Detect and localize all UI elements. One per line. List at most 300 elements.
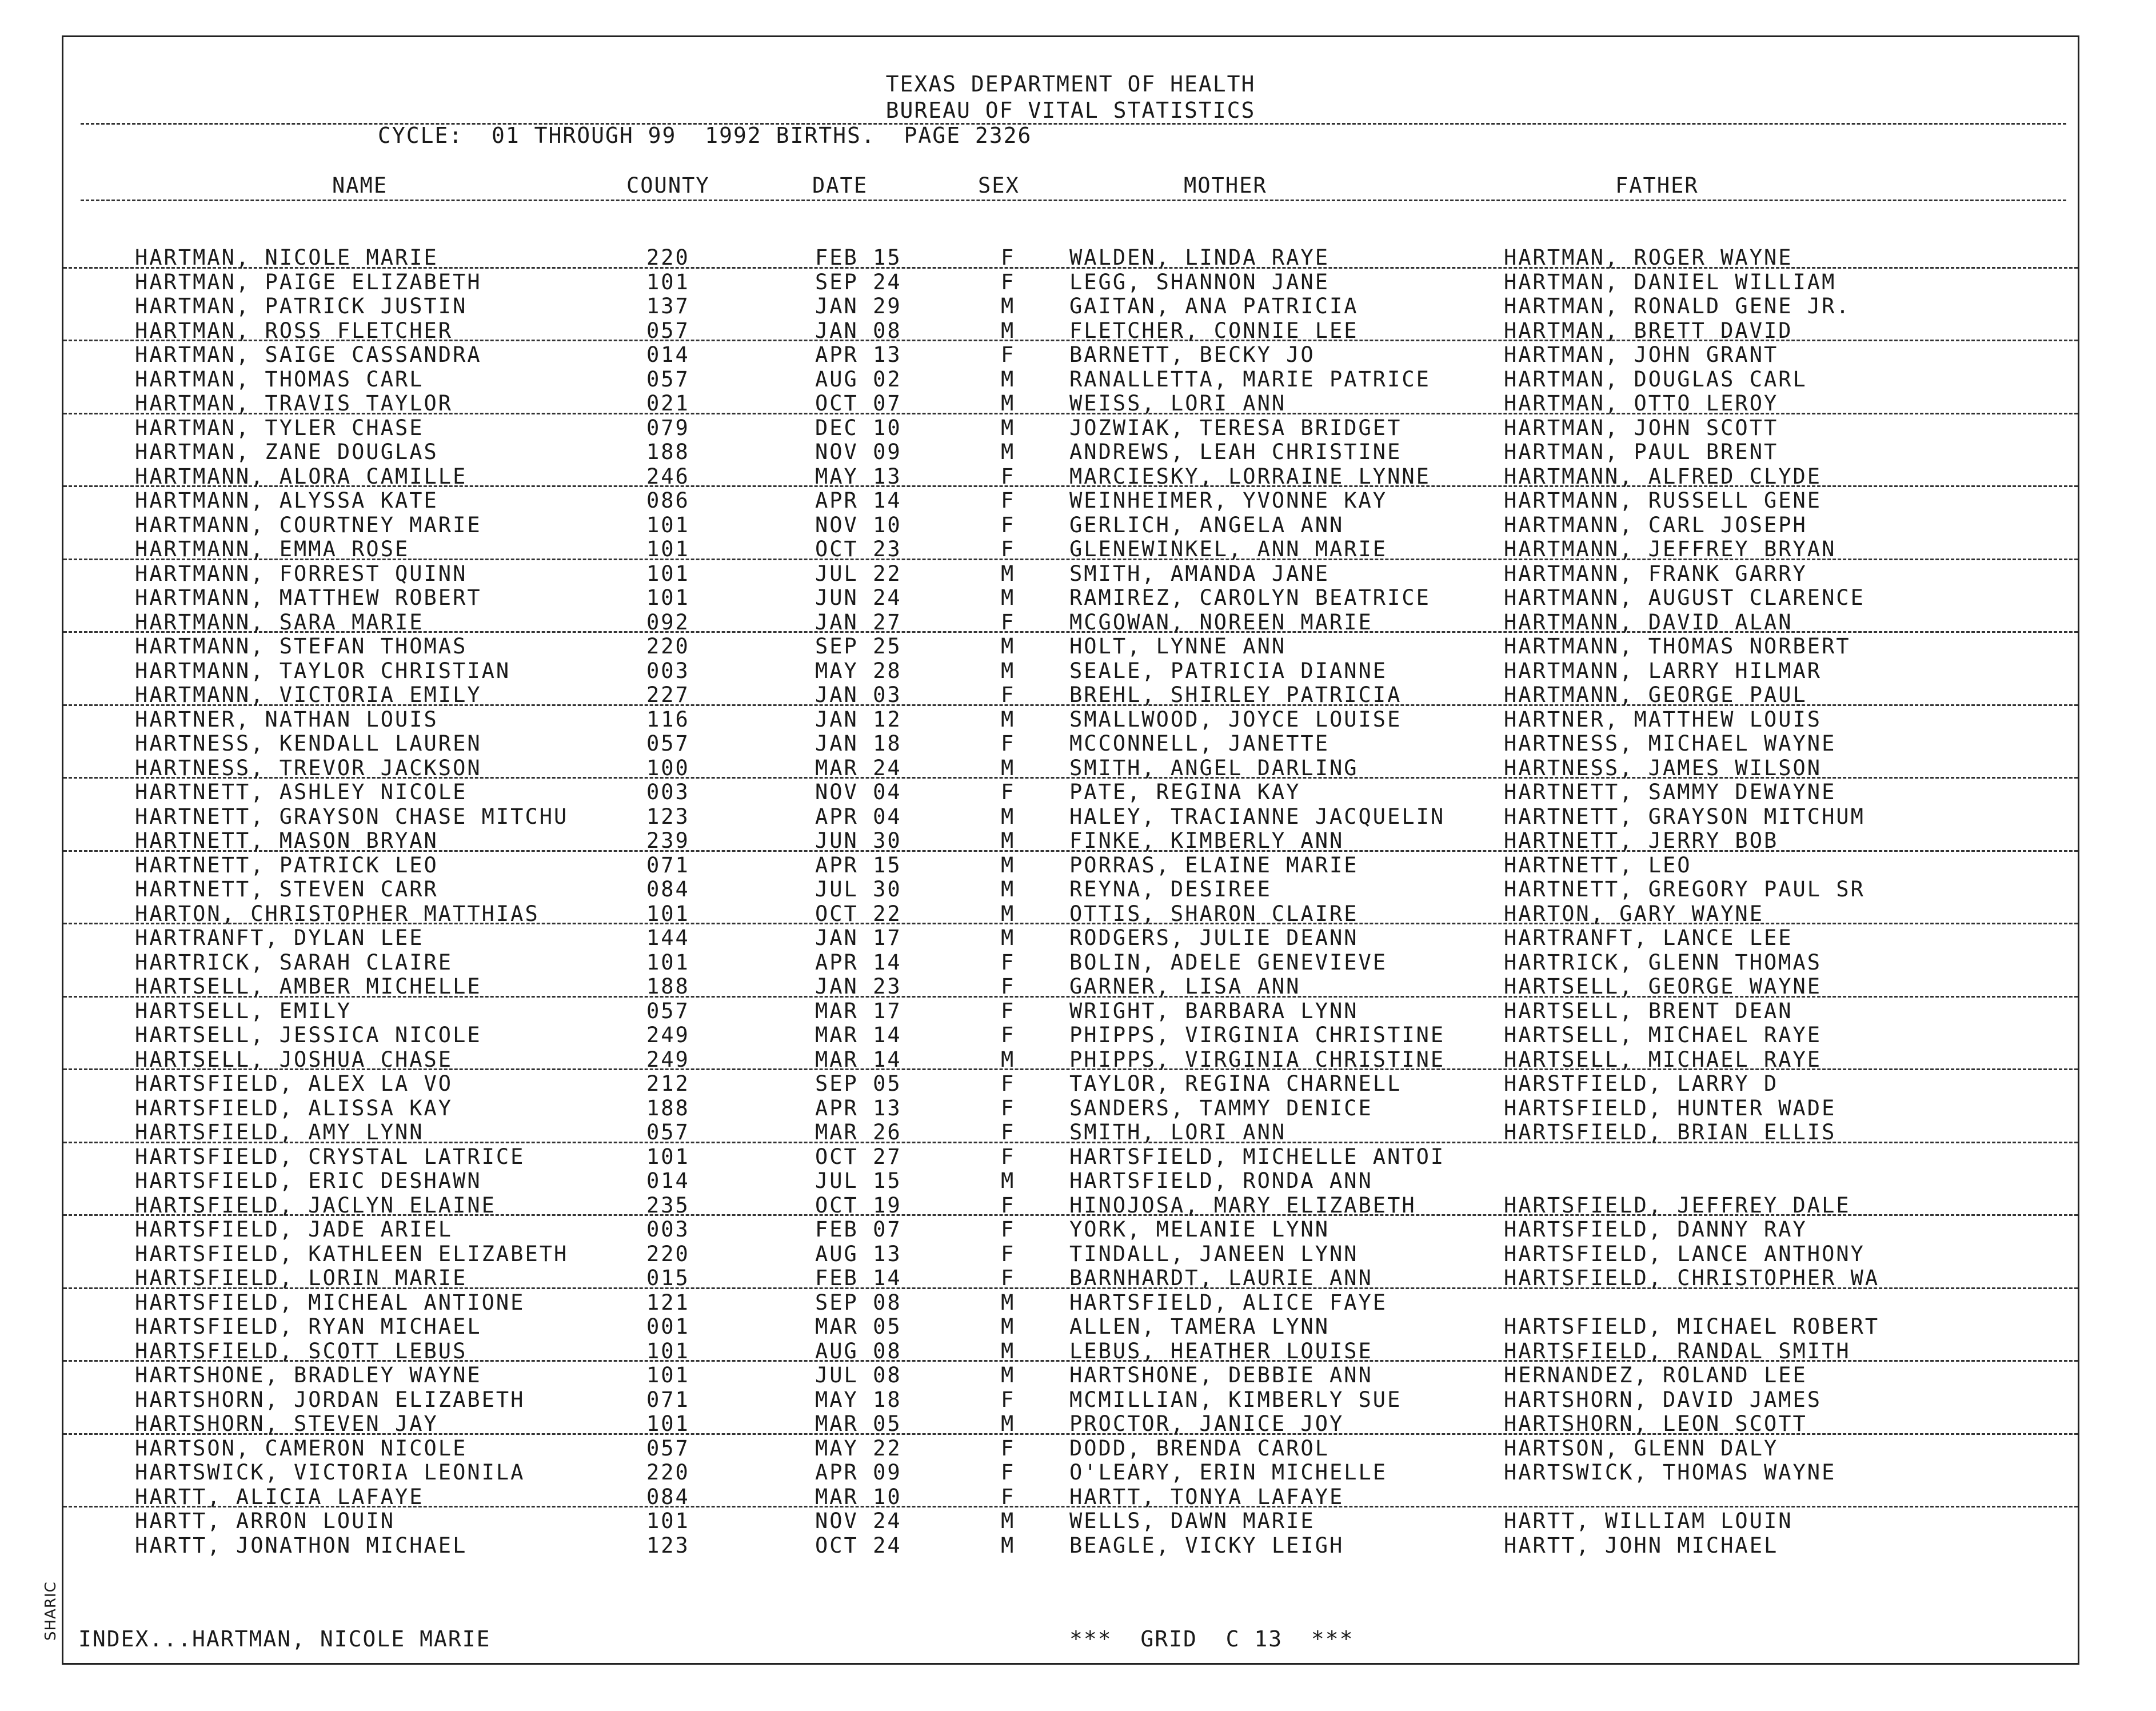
cell-name: HARTMANN, MATTHEW ROBERT xyxy=(135,585,482,610)
cell-date: MAR 14 xyxy=(815,1023,902,1047)
cell-county: 188 xyxy=(646,974,690,999)
table-row xyxy=(63,706,2078,731)
cell-county: 188 xyxy=(646,1095,690,1120)
cell-father: HARTSFIELD, DANNY RAY xyxy=(1504,1217,1807,1242)
cell-sex: F xyxy=(1001,683,1016,707)
table-row xyxy=(63,998,2078,1022)
cell-county: 101 xyxy=(646,537,690,561)
cell-mother: GERLICH, ANGELA ANN xyxy=(1069,512,1344,537)
cell-sex: F xyxy=(1001,342,1016,367)
table-row xyxy=(63,657,2078,682)
cell-name: HARTSFIELD, LORIN MARIE xyxy=(135,1266,468,1290)
cell-name: HARTMAN, ZANE DOUGLAS xyxy=(135,440,438,464)
cell-name: HARTMANN, TAYLOR CHRISTIAN xyxy=(135,658,511,683)
cell-name: HARTT, JONATHON MICHAEL xyxy=(135,1533,468,1558)
cell-father: HARTSHORN, DAVID JAMES xyxy=(1504,1387,1822,1412)
table-row xyxy=(63,827,2078,852)
cell-father: HARTSFIELD, MICHAEL ROBERT xyxy=(1504,1314,1880,1339)
cell-county: 014 xyxy=(646,342,690,367)
cell-mother: SMITH, LORI ANN xyxy=(1069,1120,1287,1144)
table-row xyxy=(63,1046,2078,1071)
cell-sex: M xyxy=(1001,440,1016,464)
cell-mother: LEBUS, HEATHER LOUISE xyxy=(1069,1338,1373,1363)
table-row xyxy=(63,1386,2078,1411)
cell-name: HARTSFIELD, SCOTT LEBUS xyxy=(135,1338,468,1363)
cell-father: HARTNETT, JERRY BOB xyxy=(1504,828,1779,853)
cell-date: AUG 13 xyxy=(815,1241,902,1266)
cell-father: HARTMANN, CARL JOSEPH xyxy=(1504,512,1807,537)
cell-name: HARTMANN, COURTNEY MARIE xyxy=(135,512,482,537)
table-row xyxy=(63,900,2078,925)
cell-county: 101 xyxy=(646,950,690,975)
cell-mother: SANDERS, TAMMY DENICE xyxy=(1069,1095,1373,1120)
cell-county: 249 xyxy=(646,1023,690,1047)
cell-county: 086 xyxy=(646,488,690,513)
cell-mother: TAYLOR, REGINA CHARNELL xyxy=(1069,1071,1402,1096)
cell-name: HARTMAN, TRAVIS TAYLOR xyxy=(135,391,453,416)
table-row xyxy=(63,1435,2078,1459)
index-line: INDEX...HARTMAN, NICOLE MARIE xyxy=(78,1626,491,1652)
cell-father: HERNANDEZ, ROLAND LEE xyxy=(1504,1363,1807,1387)
cell-date: JUN 24 xyxy=(815,585,902,610)
cell-sex: M xyxy=(1001,877,1016,902)
cell-name: HARTSFIELD, ALISSA KAY xyxy=(135,1095,453,1120)
cell-sex: F xyxy=(1001,731,1016,756)
cell-county: 246 xyxy=(646,464,690,489)
cell-mother: SMALLWOOD, JOYCE LOUISE xyxy=(1069,707,1402,732)
cell-mother: MCCONNELL, JANETTE xyxy=(1069,731,1329,756)
cell-sex: F xyxy=(1001,1241,1016,1266)
cell-name: HARTMAN, NICOLE MARIE xyxy=(135,245,438,270)
cell-sex: F xyxy=(1001,512,1016,537)
cell-date: JAN 03 xyxy=(815,683,902,707)
cell-mother: BARNHARDT, LAURIE ANN xyxy=(1069,1266,1373,1290)
cell-name: HARTMANN, SARA MARIE xyxy=(135,609,424,635)
col-sex-header: SEX xyxy=(978,173,1020,198)
cell-mother: PROCTOR, JANICE JOY xyxy=(1069,1411,1344,1436)
cell-mother: HINOJOSA, MARY ELIZABETH xyxy=(1069,1192,1416,1218)
cell-name: HARTSFIELD, ERIC DESHAWN xyxy=(135,1168,482,1193)
cell-mother: O'LEARY, ERIN MICHELLE xyxy=(1069,1460,1388,1485)
cell-sex: M xyxy=(1001,318,1016,343)
cell-date: MAR 14 xyxy=(815,1047,902,1072)
cell-county: 057 xyxy=(646,318,690,343)
cell-county: 071 xyxy=(646,852,690,878)
cell-father: HARTSELL, MICHAEL RAYE xyxy=(1504,1023,1822,1047)
cell-date: JAN 18 xyxy=(815,731,902,756)
cell-name: HARTSELL, AMBER MICHELLE xyxy=(135,974,482,999)
cell-county: 137 xyxy=(646,294,690,318)
cell-sex: F xyxy=(1001,464,1016,489)
cell-sex: M xyxy=(1001,804,1016,829)
table-row xyxy=(63,293,2078,317)
cell-father: HARTMANN, RUSSELL GENE xyxy=(1504,488,1822,513)
cell-county: 101 xyxy=(646,1363,690,1387)
table-row xyxy=(63,487,2078,512)
cell-name: HARTNETT, MASON BRYAN xyxy=(135,828,438,853)
cell-father: HARTNETT, LEO xyxy=(1504,852,1692,878)
cell-sex: F xyxy=(1001,1095,1016,1120)
cell-father: HARTSELL, GEORGE WAYNE xyxy=(1504,974,1822,999)
cell-county: 015 xyxy=(646,1266,690,1290)
cell-county: 101 xyxy=(646,561,690,586)
cell-sex: M xyxy=(1001,415,1016,440)
cell-date: JUL 08 xyxy=(815,1363,902,1387)
cell-mother: FLETCHER, CONNIE LEE xyxy=(1069,318,1359,343)
cycle-line: CYCLE: 01 THROUGH 99 1992 BIRTHS. PAGE 2326 xyxy=(378,123,1032,148)
cell-mother: WALDEN, LINDA RAYE xyxy=(1069,245,1329,270)
cell-name: HARTMAN, PATRICK JUSTIN xyxy=(135,294,468,318)
cell-date: JAN 12 xyxy=(815,707,902,732)
cell-county: 057 xyxy=(646,1435,690,1461)
table-row xyxy=(63,390,2078,414)
cell-mother: MARCIESKY, LORRAINE LYNNE xyxy=(1069,464,1431,489)
cell-date: APR 09 xyxy=(815,1460,902,1485)
cell-mother: BREHL, SHIRLEY PATRICIA xyxy=(1069,683,1402,707)
cell-county: 220 xyxy=(646,245,690,270)
cell-father: HARTON, GARY WAYNE xyxy=(1504,901,1764,926)
cell-county: 144 xyxy=(646,926,690,950)
cell-mother: GLENEWINKEL, ANN MARIE xyxy=(1069,537,1388,561)
cell-father: HARTMAN, PAUL BRENT xyxy=(1504,440,1779,464)
cell-father: HARTSFIELD, RANDAL SMITH xyxy=(1504,1338,1851,1363)
cell-mother: PATE, REGINA KAY xyxy=(1069,780,1301,804)
cell-father: HARTMANN, FRANK GARRY xyxy=(1504,561,1807,586)
cell-county: 101 xyxy=(646,901,690,926)
cell-date: JUL 22 xyxy=(815,561,902,586)
cell-date: OCT 22 xyxy=(815,901,902,926)
cell-name: HARTT, ALICIA LAFAYE xyxy=(135,1484,424,1509)
table-row xyxy=(63,317,2078,342)
cell-name: HARTSFIELD, ALEX LA VO xyxy=(135,1071,453,1096)
cell-county: 084 xyxy=(646,1484,690,1509)
cell-date: MAR 26 xyxy=(815,1120,902,1144)
cell-county: 212 xyxy=(646,1071,690,1096)
cell-date: JAN 08 xyxy=(815,318,902,343)
table-row xyxy=(63,1313,2078,1338)
table-row xyxy=(63,1095,2078,1119)
col-father-header: FATHER xyxy=(1615,173,1699,198)
cell-sex: M xyxy=(1001,828,1016,853)
cell-county: 239 xyxy=(646,828,690,853)
cell-county: 092 xyxy=(646,609,690,635)
cell-county: 101 xyxy=(646,1338,690,1363)
cell-sex: F xyxy=(1001,998,1016,1023)
table-row xyxy=(63,1362,2078,1386)
cell-mother: PORRAS, ELAINE MARIE xyxy=(1069,852,1359,878)
cell-mother: JOZWIAK, TERESA BRIDGET xyxy=(1069,415,1402,440)
cell-sex: M xyxy=(1001,901,1016,926)
cell-name: HARTON, CHRISTOPHER MATTHIAS xyxy=(135,901,540,926)
cell-date: JAN 29 xyxy=(815,294,902,318)
table-row xyxy=(63,1483,2078,1508)
cell-date: SEP 05 xyxy=(815,1071,902,1096)
cell-date: MAY 18 xyxy=(815,1387,902,1412)
cell-father: HARTMAN, ROGER WAYNE xyxy=(1504,245,1793,270)
cell-name: HARTMANN, STEFAN THOMAS xyxy=(135,634,468,659)
cell-mother: FINKE, KIMBERLY ANN xyxy=(1069,828,1344,853)
cell-date: FEB 14 xyxy=(815,1266,902,1290)
cell-date: APR 14 xyxy=(815,950,902,975)
cell-name: HARTSWICK, VICTORIA LEONILA xyxy=(135,1460,525,1485)
cell-date: JUL 15 xyxy=(815,1168,902,1193)
cell-mother: GARNER, LISA ANN xyxy=(1069,974,1301,999)
cell-mother: HOLT, LYNNE ANN xyxy=(1069,634,1287,659)
table-row xyxy=(63,366,2078,390)
table-row xyxy=(63,1265,2078,1289)
cell-sex: M xyxy=(1001,707,1016,732)
cell-county: 101 xyxy=(646,1509,690,1533)
cell-father: HARTMANN, ALFRED CLYDE xyxy=(1504,464,1822,489)
table-row xyxy=(63,803,2078,828)
col-name-header: NAME xyxy=(332,173,388,198)
table-row xyxy=(63,1216,2078,1241)
cell-mother: WELLS, DAWN MARIE xyxy=(1069,1509,1315,1533)
cell-date: MAY 28 xyxy=(815,658,902,683)
cell-mother: SMITH, AMANDA JANE xyxy=(1069,561,1329,586)
table-row xyxy=(63,973,2078,998)
table-row xyxy=(63,1143,2078,1168)
cell-sex: F xyxy=(1001,1460,1016,1485)
cell-sex: F xyxy=(1001,488,1016,513)
cell-date: APR 14 xyxy=(815,488,902,513)
table-row xyxy=(63,609,2078,633)
cell-mother: MCMILLIAN, KIMBERLY SUE xyxy=(1069,1387,1402,1412)
cell-name: HARTMANN, ALORA CAMILLE xyxy=(135,464,468,489)
cell-father: HARTRANFT, LANCE LEE xyxy=(1504,926,1793,950)
cell-sex: F xyxy=(1001,1217,1016,1242)
cell-sex: M xyxy=(1001,852,1016,878)
cell-county: 101 xyxy=(646,269,690,294)
cell-father: HARTSHORN, LEON SCOTT xyxy=(1504,1411,1807,1436)
table-row xyxy=(63,1507,2078,1532)
cell-father: HARTMANN, LARRY HILMAR xyxy=(1504,658,1822,683)
side-label: SHARIC xyxy=(42,1581,59,1641)
table-row xyxy=(63,1192,2078,1217)
cell-mother: BOLIN, ADELE GENEVIEVE xyxy=(1069,950,1388,975)
cell-father: HARTNETT, SAMMY DEWAYNE xyxy=(1504,780,1836,804)
cell-date: OCT 07 xyxy=(815,391,902,416)
column-header-rule xyxy=(81,200,2066,201)
cell-date: DEC 10 xyxy=(815,415,902,440)
cell-date: MAR 05 xyxy=(815,1411,902,1436)
cell-mother: PHIPPS, VIRGINIA CHRISTINE xyxy=(1069,1023,1446,1047)
cell-father: HARTNETT, GRAYSON MITCHUM xyxy=(1504,804,1865,829)
cell-sex: M xyxy=(1001,1338,1016,1363)
cell-county: 071 xyxy=(646,1387,690,1412)
cell-name: HARTSFIELD, JACLYN ELAINE xyxy=(135,1192,496,1218)
cell-father: HARTSON, GLENN DALY xyxy=(1504,1435,1779,1461)
cell-county: 003 xyxy=(646,1217,690,1242)
table-row xyxy=(63,269,2078,293)
cell-father: HARTSFIELD, BRIAN ELLIS xyxy=(1504,1120,1836,1144)
cell-county: 188 xyxy=(646,440,690,464)
cell-sex: F xyxy=(1001,269,1016,294)
cell-date: JAN 27 xyxy=(815,609,902,635)
cell-name: HARTMANN, VICTORIA EMILY xyxy=(135,683,482,707)
cell-father: HARTMAN, JOHN SCOTT xyxy=(1504,415,1779,440)
cell-mother: RAMIREZ, CAROLYN BEATRICE xyxy=(1069,585,1431,610)
cell-county: 057 xyxy=(646,998,690,1023)
cell-date: MAR 10 xyxy=(815,1484,902,1509)
cell-county: 100 xyxy=(646,755,690,780)
cell-mother: ANDREWS, LEAH CHRISTINE xyxy=(1069,440,1402,464)
cell-father: HARTNESS, JAMES WILSON xyxy=(1504,755,1822,780)
table-row xyxy=(63,949,2078,974)
document-frame xyxy=(62,35,2079,1665)
cell-father: HARTMAN, DOUGLAS CARL xyxy=(1504,366,1807,392)
bureau-title: BUREAU OF VITAL STATISTICS xyxy=(885,98,1256,123)
cell-mother: RANALLETTA, MARIE PATRICE xyxy=(1069,366,1431,392)
cell-mother: BARNETT, BECKY JO xyxy=(1069,342,1315,367)
cell-date: NOV 04 xyxy=(815,780,902,804)
table-row xyxy=(63,1410,2078,1435)
cell-sex: F xyxy=(1001,974,1016,999)
cell-date: JUL 30 xyxy=(815,877,902,902)
cell-father: HARTNESS, MICHAEL WAYNE xyxy=(1504,731,1836,756)
cell-father: HARTT, WILLIAM LOUIN xyxy=(1504,1509,1793,1533)
cell-name: HARTSFIELD, RYAN MICHAEL xyxy=(135,1314,482,1339)
cell-name: HARTSHONE, BRADLEY WAYNE xyxy=(135,1363,482,1387)
cell-father: HARTRICK, GLENN THOMAS xyxy=(1504,950,1822,975)
cell-sex: M xyxy=(1001,1533,1016,1558)
cell-name: HARTMAN, PAIGE ELIZABETH xyxy=(135,269,482,294)
cell-name: HARTMANN, FORREST QUINN xyxy=(135,561,468,586)
cell-sex: F xyxy=(1001,1484,1016,1509)
cell-county: 101 xyxy=(646,1144,690,1169)
cell-mother: WEINHEIMER, YVONNE KAY xyxy=(1069,488,1388,513)
cell-name: HARTNETT, ASHLEY NICOLE xyxy=(135,780,468,804)
cell-county: 220 xyxy=(646,1241,690,1266)
cell-name: HARTNESS, TREVOR JACKSON xyxy=(135,755,482,780)
cell-sex: F xyxy=(1001,1266,1016,1290)
cell-father: HARTMANN, DAVID ALAN xyxy=(1504,609,1793,635)
table-row xyxy=(63,876,2078,900)
cell-name: HARTNETT, STEVEN CARR xyxy=(135,877,438,902)
cell-mother: HARTT, TONYA LAFAYE xyxy=(1069,1484,1344,1509)
cell-county: 057 xyxy=(646,731,690,756)
cell-date: NOV 24 xyxy=(815,1509,902,1533)
table-row xyxy=(63,1022,2078,1046)
cell-name: HARTNER, NATHAN LOUIS xyxy=(135,707,438,732)
cell-father: HARTSFIELD, JEFFREY DALE xyxy=(1504,1192,1851,1218)
cell-county: 220 xyxy=(646,634,690,659)
cell-father: HARTMAN, JOHN GRANT xyxy=(1504,342,1779,367)
cell-county: 057 xyxy=(646,366,690,392)
cell-mother: ALLEN, TAMERA LYNN xyxy=(1069,1314,1329,1339)
cell-date: MAR 24 xyxy=(815,755,902,780)
table-row xyxy=(63,438,2078,463)
cell-county: 014 xyxy=(646,1168,690,1193)
cell-county: 101 xyxy=(646,1411,690,1436)
cell-name: HARTMAN, ROSS FLETCHER xyxy=(135,318,453,343)
cell-sex: F xyxy=(1001,1387,1016,1412)
table-row xyxy=(63,341,2078,366)
cell-father: HARTNETT, GREGORY PAUL SR xyxy=(1504,877,1865,902)
grid-label: *** GRID C 13 *** xyxy=(1069,1626,1354,1652)
cell-date: FEB 07 xyxy=(815,1217,902,1242)
table-row xyxy=(63,1289,2078,1314)
cell-mother: WRIGHT, BARBARA LYNN xyxy=(1069,998,1359,1023)
cell-date: MAY 13 xyxy=(815,464,902,489)
cell-sex: F xyxy=(1001,537,1016,561)
cell-name: HARTSFIELD, JADE ARIEL xyxy=(135,1217,453,1242)
cell-mother: RODGERS, JULIE DEANN xyxy=(1069,926,1359,950)
table-row xyxy=(63,463,2078,488)
cell-sex: F xyxy=(1001,1144,1016,1169)
cell-mother: HARTSFIELD, MICHELLE ANTOI xyxy=(1069,1144,1446,1169)
cell-father: HARTMAN, DANIEL WILLIAM xyxy=(1504,269,1836,294)
records-list xyxy=(63,244,2078,1556)
cell-sex: F xyxy=(1001,245,1016,270)
table-row xyxy=(63,560,2078,585)
cell-name: HARTT, ARRON LOUIN xyxy=(135,1509,395,1533)
cell-sex: M xyxy=(1001,1363,1016,1387)
cell-father: HARTT, JOHN MICHAEL xyxy=(1504,1533,1779,1558)
cell-father: HARTSWICK, THOMAS WAYNE xyxy=(1504,1460,1836,1485)
table-row xyxy=(63,852,2078,876)
cell-name: HARTNESS, KENDALL LAUREN xyxy=(135,731,482,756)
cell-name: HARTSON, CAMERON NICOLE xyxy=(135,1435,468,1461)
cell-name: HARTMAN, TYLER CHASE xyxy=(135,415,424,440)
cell-county: 101 xyxy=(646,512,690,537)
cell-sex: M xyxy=(1001,585,1016,610)
cell-father: HARTMAN, OTTO LEROY xyxy=(1504,391,1779,416)
table-row xyxy=(63,1459,2078,1483)
cell-date: OCT 19 xyxy=(815,1192,902,1218)
cell-father: HARTMANN, JEFFREY BRYAN xyxy=(1504,537,1836,561)
cell-mother: HARTSFIELD, ALICE FAYE xyxy=(1069,1290,1388,1315)
cell-father: HARTSELL, BRENT DEAN xyxy=(1504,998,1793,1023)
cell-county: 235 xyxy=(646,1192,690,1218)
cell-date: NOV 10 xyxy=(815,512,902,537)
cell-county: 123 xyxy=(646,804,690,829)
cell-date: FEB 15 xyxy=(815,245,902,270)
cell-sex: F xyxy=(1001,780,1016,804)
cell-sex: F xyxy=(1001,950,1016,975)
cell-mother: HARTSHONE, DEBBIE ANN xyxy=(1069,1363,1373,1387)
table-row xyxy=(63,633,2078,657)
table-row xyxy=(63,924,2078,949)
cell-sex: M xyxy=(1001,391,1016,416)
cell-sex: M xyxy=(1001,1047,1016,1072)
cell-county: 003 xyxy=(646,658,690,683)
cell-mother: BEAGLE, VICKY LEIGH xyxy=(1069,1533,1344,1558)
cell-mother: LEGG, SHANNON JANE xyxy=(1069,269,1329,294)
cell-mother: TINDALL, JANEEN LYNN xyxy=(1069,1241,1359,1266)
cell-date: SEP 24 xyxy=(815,269,902,294)
cell-father: HARTSFIELD, LANCE ANTHONY xyxy=(1504,1241,1865,1266)
cell-sex: M xyxy=(1001,1509,1016,1533)
cell-name: HARTNETT, GRAYSON CHASE MITCHU xyxy=(135,804,569,829)
cell-sex: M xyxy=(1001,755,1016,780)
col-county-header: COUNTY xyxy=(626,173,710,198)
cell-mother: WEISS, LORI ANN xyxy=(1069,391,1287,416)
cell-date: MAR 05 xyxy=(815,1314,902,1339)
cell-date: SEP 25 xyxy=(815,634,902,659)
cell-father: HARTMAN, RONALD GENE JR. xyxy=(1504,294,1851,318)
cell-name: HARTSFIELD, CRYSTAL LATRICE xyxy=(135,1144,525,1169)
table-row xyxy=(63,536,2078,560)
cell-name: HARTSHORN, JORDAN ELIZABETH xyxy=(135,1387,525,1412)
col-mother-header: MOTHER xyxy=(1184,173,1267,198)
table-row xyxy=(63,1119,2078,1143)
cell-date: APR 13 xyxy=(815,342,902,367)
cell-date: JUN 30 xyxy=(815,828,902,853)
cell-date: SEP 08 xyxy=(815,1290,902,1315)
table-row xyxy=(63,512,2078,536)
cell-name: HARTRANFT, DYLAN LEE xyxy=(135,926,424,950)
